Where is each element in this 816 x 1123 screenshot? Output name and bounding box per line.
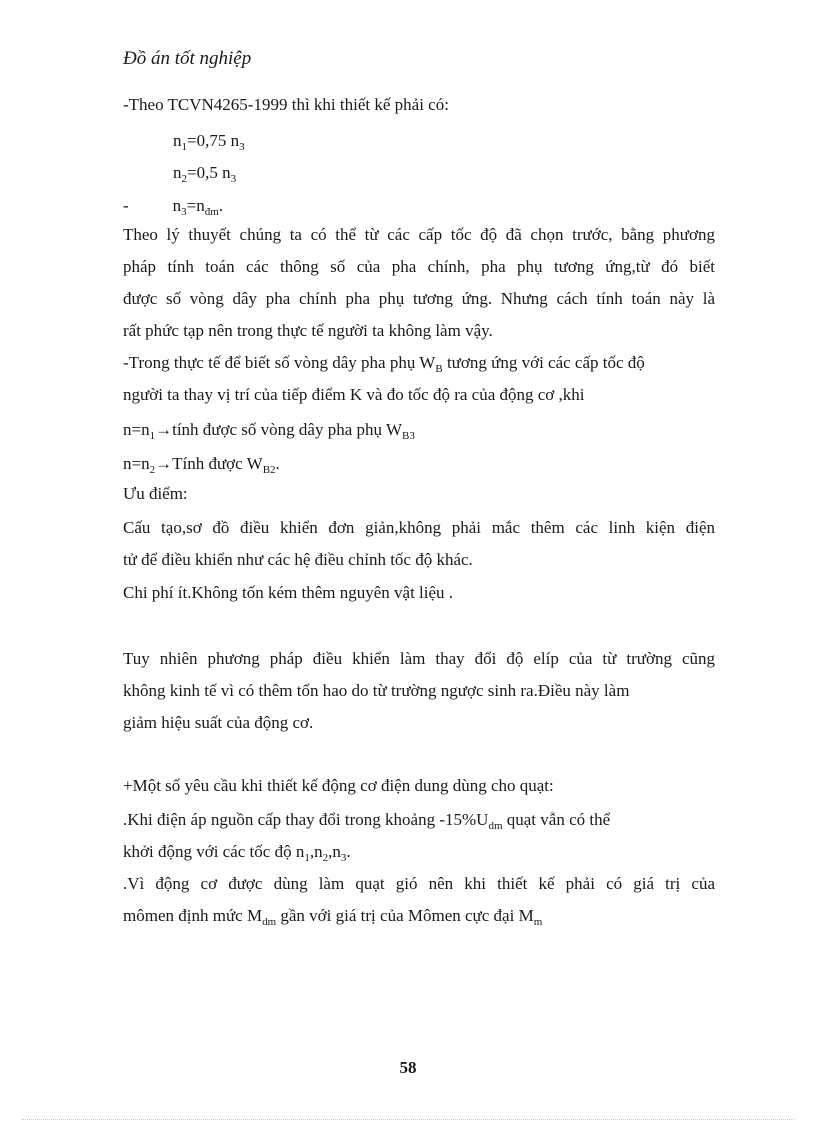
page-number: 58 <box>399 1058 417 1077</box>
paragraph-line: rất phức tạp nên trong thực tế người ta không làm vậy. <box>123 321 493 340</box>
paragraph-line: pháp tính toán các thông số của pha chính, pha phụ tương ứng,từ đó biết <box>123 257 715 276</box>
page-header: Đồ án tốt nghiệp <box>123 48 252 69</box>
footer-divider <box>22 1119 794 1120</box>
paragraph-line: -Trong thực tế để biết số vòng dây pha phụ $W_B$ tương ứng với các cấp tốc độ <box>123 353 645 375</box>
formula-n1: $n_1=0,75$ $n_3$ <box>173 131 245 153</box>
paragraph-line: Cấu tạo,sơ đồ điều khiển đơn giản,không phải mắc thêm các linh kiện điện <box>123 518 715 537</box>
formula-n2: $n_2=0,5$ $n_3$ <box>173 163 237 185</box>
requirements-heading: +Một số yêu cầu khi thiết kế động cơ điện dung dùng cho quạt: <box>123 776 554 795</box>
paragraph-line: .Vì động cơ được dùng làm quạt gió nên khi thiết kế phải có giá trị của <box>123 874 715 893</box>
formula-wb2: $n=n_2\to Tính$ được $W_{B2}$. <box>123 454 280 476</box>
paragraph-line: .Khi điện áp nguồn cấp thay đổi trong khoảng $-15\%U_{dm}$ quạt vẫn có thể <box>123 810 611 832</box>
formula-wb3: $n=n_1\to tính$ được số vòng dây pha phụ $W_{B3}$ <box>123 420 415 442</box>
paragraph-line: mômen định mức $M_{dm}$ gần với giá trị của Mômen cực đại $M_m$ <box>123 906 543 928</box>
paragraph-line: Chi phí ít.Không tốn kém thêm nguyên vật liệu . <box>123 583 454 602</box>
paragraph-line: Theo lý thuyết chúng ta có thể từ các cấp tốc độ đã chọn trước, bằng phương <box>123 225 715 244</box>
paragraph-line: giảm hiệu suất của động cơ. <box>123 713 314 732</box>
paragraph-line: được số vòng dây pha chính pha phụ tương ứng. Nhưng cách tính toán này là <box>123 289 715 308</box>
advantages-heading: Ưu điểm: <box>123 484 188 503</box>
standard-line: -Theo TCVN4265-1999 thì khi thiết kế phải có: <box>123 95 449 114</box>
paragraph-line: người ta thay vị trí của tiếp điểm K và đo tốc độ ra của động cơ ,khi <box>123 385 585 404</box>
paragraph-line: khởi động với các tốc độ $n_1,n_2,n_3$. <box>123 842 351 864</box>
paragraph-line: không kinh tế vì có thêm tổn hao do từ trường ngược sinh ra.Điều này làm <box>123 681 630 700</box>
paragraph-line: tử để điều khiển như các hệ điều chỉnh tốc độ khác. <box>123 550 473 569</box>
paragraph-line: Tuy nhiên phương pháp điều khiển làm thay đổi độ elíp của từ trường cũng <box>123 649 715 668</box>
formula-n3: - $n_3=n_{đm}$. <box>123 196 224 218</box>
